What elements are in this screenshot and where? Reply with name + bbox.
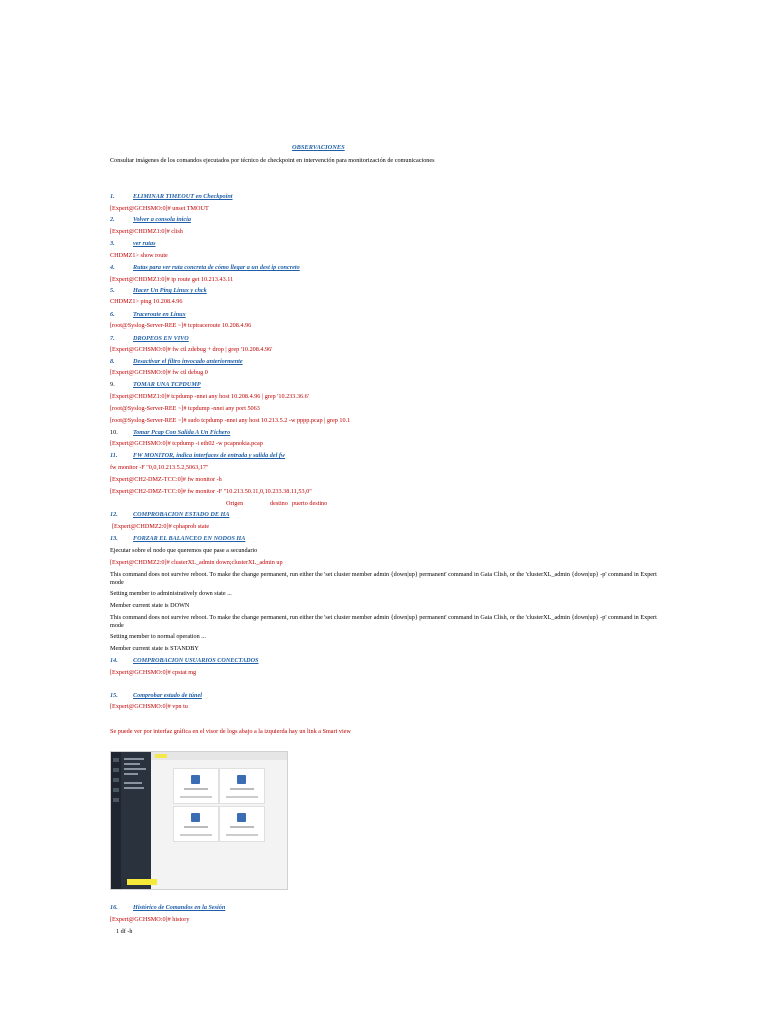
- item-heading: Histórico de Comandos en la Sesión: [133, 904, 226, 911]
- item-number: 7.: [110, 335, 115, 342]
- item-heading: Traceroute en Linux: [133, 311, 186, 318]
- command-line: [Expert@CHDMZ1:0]# clish: [110, 228, 183, 235]
- item-number: 1.: [110, 193, 115, 200]
- screenshot-card: [173, 806, 219, 842]
- item-number: 14.: [110, 657, 118, 664]
- command-line: [Expert@CH2-DMZ-TCC:0]# fw monitor -F "10.213.50.11,0,10.233.38.11,53,0": [110, 488, 312, 495]
- smartview-screenshot: [110, 751, 288, 890]
- item-heading: DROPEOS EN VIVO: [133, 335, 189, 342]
- item-number: 6.: [110, 311, 115, 318]
- item-number: 4.: [110, 264, 115, 271]
- item-number: 9.: [110, 381, 115, 388]
- item-number: 15.: [110, 692, 118, 699]
- item-heading: Desactivar el filtro invocado anteriormente: [133, 358, 243, 365]
- item-heading: FW MONITOR, indica interfaces de entrada y salida del fw: [133, 452, 286, 459]
- section-title: OBSERVACIONES: [292, 144, 345, 151]
- item-number: 12.: [110, 511, 118, 518]
- note-text: Se puede ver por interfaz gráfica en el visor de logs abajo a la izquierda hay un link a Smart view: [110, 728, 351, 735]
- screenshot-tab-bar: [151, 752, 287, 760]
- command-line: [root@Syslog-Server-REE ~]# tcptraceroute 10.208.4.96: [110, 322, 252, 329]
- screenshot-nav-panel: [121, 752, 151, 889]
- screenshot-highlight: [127, 879, 157, 885]
- command-line: [Expert@GCHSMO:0]# vpn tu: [110, 703, 188, 710]
- output-text: 1 df -h: [116, 928, 133, 935]
- instruction-text: Ejecutar sobre el nodo que queremos que pase a secundario: [110, 547, 258, 554]
- screenshot-card: [219, 806, 265, 842]
- item-heading: ver rutas: [133, 240, 156, 247]
- item-heading: TOMAR UNA TCPDUMP: [133, 381, 201, 388]
- item-number: 2.: [110, 216, 115, 223]
- item-heading: Comprobar estado de túnel: [133, 692, 202, 699]
- command-line: [Expert@CHDMZ2:0]# cphaprob state: [112, 523, 210, 530]
- field-label-destination: destino: [270, 500, 288, 507]
- command-line: [Expert@GCHSMO:0]# fw ctl zdebug + drop | grep '10.208.4.96': [110, 346, 273, 353]
- intro-text: Consultar imágenes de los comandos ejecutados por técnico de checkpoint en intervención para monitorización de comunicaciones: [110, 157, 435, 164]
- screenshot-sidebar: [111, 752, 121, 889]
- command-line: fw monitor -F "0,0,10.213.5.2,5063,17": [110, 464, 209, 471]
- command-line: [Expert@CH2-DMZ-TCC:0]# fw monitor -h: [110, 476, 222, 483]
- output-text: Member current state is STANDBY: [110, 645, 199, 652]
- command-line: CHDMZ1> ping 10.208.4.96: [110, 298, 183, 305]
- output-text: Setting member to administratively down state ...: [110, 590, 232, 597]
- item-heading: COMPROBACION USUARIOS CONECTADOS: [133, 657, 259, 664]
- item-heading: COMPROBACION ESTADO DE HA: [133, 511, 230, 518]
- field-label-dest-port: puerto destino: [292, 500, 328, 507]
- item-heading: Hacer Un Ping Linux y chck: [133, 287, 207, 294]
- output-text: Member current state is DOWN: [110, 602, 190, 609]
- item-number: 8.: [110, 358, 115, 365]
- command-line: CHDMZ1> show route: [110, 252, 168, 259]
- command-line: [Expert@CHDMZ1:0]# ip route get 10.213.43.11: [110, 276, 234, 283]
- command-line: [Expert@CHDMZ1:0]# tcpdump -nnei any host 10.208.4.96 | grep '10.233.36.6': [110, 393, 309, 400]
- command-line: [Expert@GCHSMO:0]# history: [110, 916, 190, 923]
- item-number: 10.: [110, 429, 118, 436]
- command-line: [Expert@GCHSMO:0]# unset TMOUT: [110, 205, 209, 212]
- command-line: [Expert@GCHSMO:0]# cpstat mg: [110, 669, 197, 676]
- output-text: Setting member to normal operation ...: [110, 633, 206, 640]
- item-number: 13.: [110, 535, 118, 542]
- item-heading: Volver a consola inicia: [133, 216, 191, 223]
- item-heading: ELIMINAR TIMEOUT en Checkpoint: [133, 193, 233, 200]
- item-number: 5.: [110, 287, 115, 294]
- output-text: This command does not survive reboot. To make the change permanent, run either the 'set cluster member admin {down|up} permanent' command in Gaia Clish, or the 'clusterXL_admin {down|up} -p' command in Expert mode: [110, 571, 657, 586]
- item-heading: Tomar Pcap Con Salida A Un Fichero: [133, 429, 231, 436]
- command-line: [Expert@GCHSMO:0]# fw ctl debug 0: [110, 369, 208, 376]
- command-line: [root@Syslog-Server-REE ~]# tcpdump -nnei any port 5063: [110, 405, 260, 412]
- output-text: This command does not survive reboot. To make the change permanent, run either the 'set cluster member admin {down|up} permanent' command in Gaia Clish, or the 'clusterXL_admin {down|up} -p' command in Expert mode: [110, 614, 657, 629]
- item-number: 16.: [110, 904, 118, 911]
- item-heading: Rutas para ver ruta concreta de cómo llegar a un dest ip concreto: [133, 264, 300, 271]
- field-label-origin: Origen: [226, 500, 244, 507]
- command-line: [Expert@GCHSMO:0]# tcpdump -i eth02 -w pcapnokia.pcap: [110, 440, 263, 447]
- item-number: 3.: [110, 240, 115, 247]
- item-number: 11.: [110, 452, 118, 459]
- item-heading: FORZAR EL BALANCEO EN NODOS HA: [133, 535, 246, 542]
- screenshot-card: [173, 768, 219, 804]
- screenshot-card: [219, 768, 265, 804]
- command-line: [Expert@CHDMZ2:0]# clusterXL_admin down;clusterXL_admin up: [110, 559, 283, 566]
- command-line: [root@Syslog-Server-REE ~]# sudo tcpdump -nnei any host 10.213.5.2 -w pppp.pcap | grep 10.1: [110, 417, 351, 424]
